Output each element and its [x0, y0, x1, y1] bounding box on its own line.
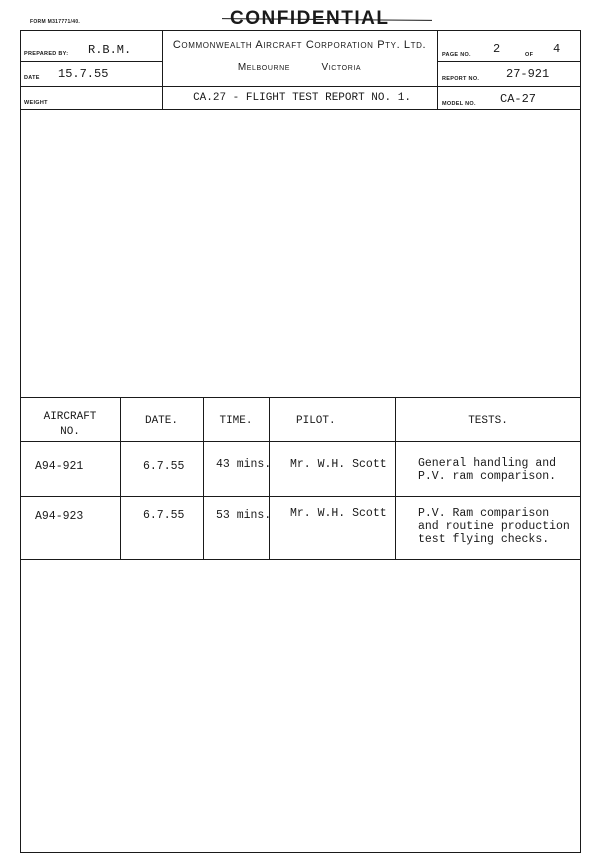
column-header-aircraft	[20, 410, 120, 440]
row1-pilot: Mr. W.H. Scott	[290, 458, 387, 471]
row2-pilot: Mr. W.H. Scott	[290, 507, 387, 520]
row1-time: 43 mins.	[216, 458, 272, 471]
column-header-tests: TESTS.	[468, 415, 508, 427]
page-number-value: 2	[493, 42, 501, 56]
row2-date: 6.7.55	[143, 509, 185, 522]
model-number-label: MODEL NO.	[442, 101, 476, 107]
table-bottom-rule	[20, 559, 581, 560]
row2-tests	[418, 507, 570, 546]
row2-aircraft: A94-923	[35, 510, 84, 523]
page-number-label: PAGE NO.	[442, 52, 471, 58]
row1-date: 6.7.55	[143, 460, 185, 473]
company-location	[162, 62, 437, 73]
row1-tests-line2: P.V. ram comparison.	[418, 470, 557, 483]
model-number-value: CA-27	[500, 92, 537, 106]
column-header-pilot: PILOT.	[296, 415, 336, 427]
table-column-divider	[269, 397, 270, 560]
column-header-date: DATE.	[144, 415, 178, 427]
header-divider	[20, 61, 163, 62]
date-value: 15.7.55	[58, 67, 109, 81]
row1-aircraft: A94-921	[35, 460, 84, 473]
report-number-value: 27-921	[506, 67, 550, 81]
row2-tests-line1: P.V. Ram comparison	[418, 507, 550, 520]
header-bottom-rule	[20, 109, 581, 110]
column-header-aircraft-line2: NO.	[60, 426, 80, 438]
city: Melbourne	[237, 62, 291, 73]
state: Victoria	[321, 62, 362, 73]
row2-tests-line2: and routine production	[418, 520, 570, 533]
prepared-by-value: R.B.M.	[88, 43, 132, 57]
row1-tests	[418, 457, 556, 483]
column-header-time: TIME.	[219, 415, 253, 427]
classification-stamp: CONFIDENTIAL	[230, 8, 390, 29]
table-top-rule	[20, 397, 581, 398]
table-header-rule	[20, 441, 581, 442]
date-label: DATE	[24, 75, 40, 81]
weight-label: WEIGHT	[24, 100, 48, 106]
table-row-rule	[20, 496, 581, 497]
prepared-by-label: PREPARED BY:	[24, 51, 69, 57]
row2-time: 53 mins.	[216, 509, 272, 522]
column-header-aircraft-line1: AIRCRAFT	[43, 411, 97, 423]
header-divider	[20, 86, 581, 87]
form-number: FORM M317771/40.	[30, 19, 81, 25]
page-total-value: 4	[553, 42, 561, 56]
report-title: CA.27 - FLIGHT TEST REPORT NO. 1.	[193, 92, 411, 104]
report-number-label: REPORT NO.	[442, 76, 480, 82]
row2-tests-line3: test flying checks.	[418, 533, 550, 546]
row1-tests-line1: General handling and	[418, 457, 557, 470]
header-divider	[437, 61, 581, 62]
page-of-label: OF	[525, 52, 534, 58]
company-name: Commonwealth Aircraft Corporation Pty. Ltd.	[172, 39, 427, 51]
